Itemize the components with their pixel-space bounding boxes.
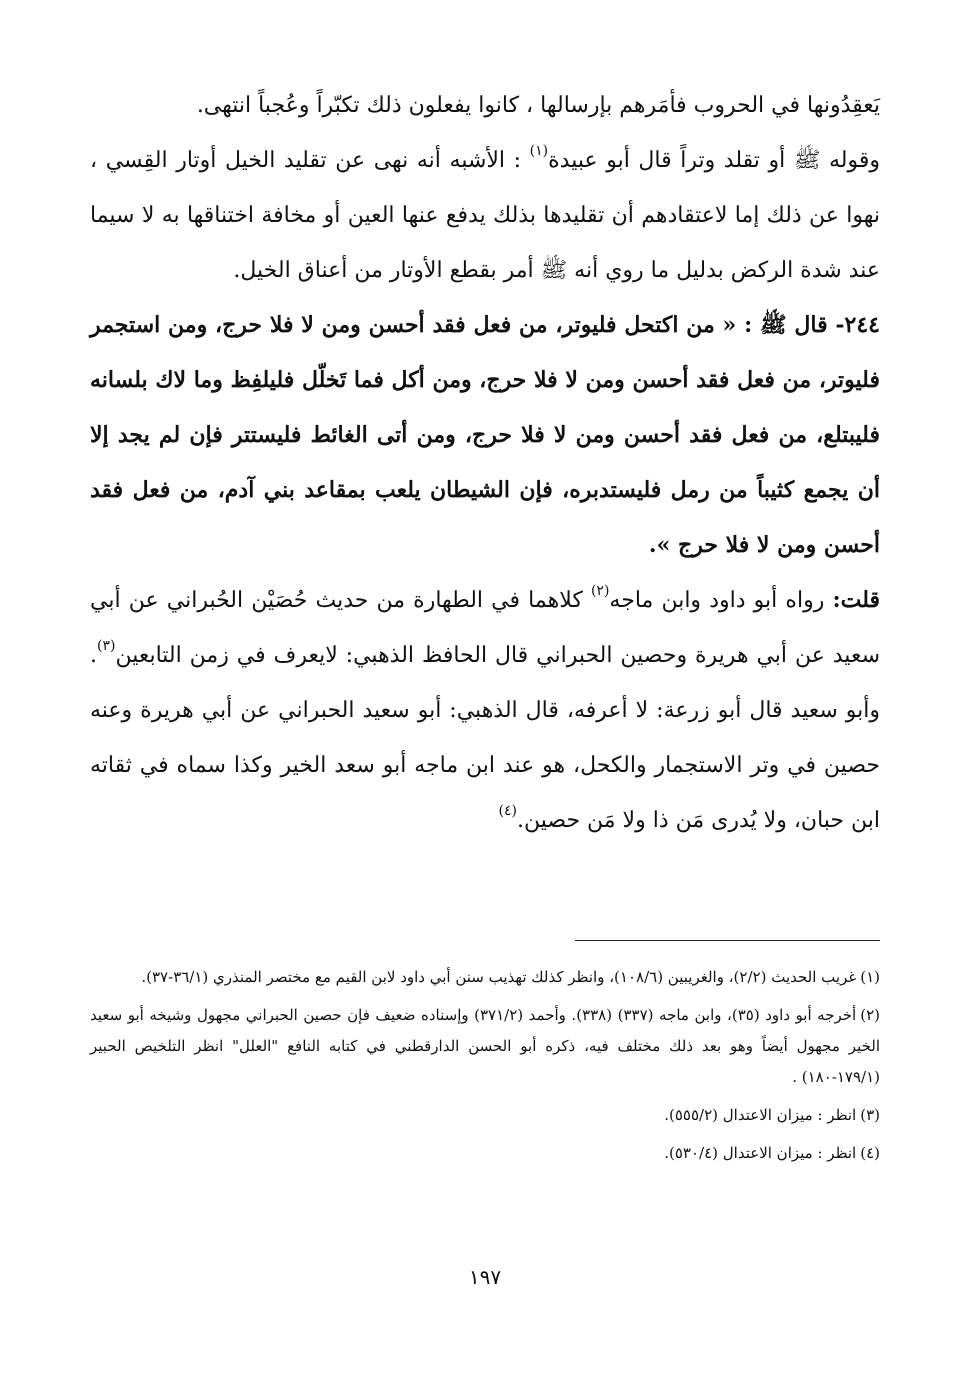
footnote-number: (٢) (860, 1006, 880, 1024)
paragraph-continuation (90, 78, 880, 133)
footnote-number: (٣) (860, 1106, 880, 1124)
paragraph-text: وقوله ﷺ أو تقلد وتراً قال أبو عبيدة (548, 148, 880, 173)
footnote-text: انظر : ميزان الاعتدال (٥٣٠/٤). (664, 1144, 857, 1162)
footnote (90, 1138, 880, 1169)
hadith-text: « من اكتحل فليوتر، من فعل فقد أحسن ومن لا فلا حرج، ومن استجمر فليوتر، من فعل فقد أحسن ومن لا فلا حرج، ومن أكل فما تَخلّل فليلفِظ وما لاك بلسانه فليبتلع، من فعل فقد أحسن ومن لا فلا حرج، ومن أتى الغائط فليستتر فإن لم يجد إلا أن يجمع كثيباً من رمل فليستدبره، فإن الشيطان يلعب بمقاعد بني آدم، من فعل فقد أحسن ومن لا فلا حرج ». (90, 312, 880, 558)
commentary-text: . وأبو سعيد قال أبو زرعة: لا أعرفه، قال الذهبي: أبو سعيد الحبراني عن أبي هريرة وعنه حصين في وتر الاستجمار والكحل، هو عند ابن ماجه أبو سعد الخير وكذا سماه في ثقاته ابن حبان، ولا يُدرى مَن ذا ولا مَن حصين. (90, 643, 880, 833)
commentary-label: قلت: (832, 587, 880, 613)
footnote (90, 962, 880, 993)
footnote-number: (١) (860, 968, 880, 986)
footnote-ref[interactable]: (٤) (498, 803, 517, 819)
page-number: ١٩٧ (468, 1265, 502, 1289)
commentary-text: كلاهما في الطهارة من حديث حُصَيْن الحُبراني عن أبي سعيد عن أبي هريرة وحصين الحبراني قال الحافظ الذهبي: لايعرف في زمن التابعين (90, 588, 880, 668)
footnote-number: (٤) (860, 1144, 880, 1162)
commentary-paragraph (90, 573, 880, 848)
paragraph-commentary-bow-strings (90, 133, 880, 298)
footnote-ref[interactable]: (٢) (590, 583, 610, 599)
footnote (90, 1000, 880, 1093)
main-text (90, 78, 880, 848)
footnote-ref[interactable]: (٣) (97, 638, 116, 654)
commentary-text: رواه أبو داود وابن ماجه (609, 588, 833, 613)
book-page (90, 0, 880, 1380)
footnote-text: أخرجه أبو داود (٣٥)، وابن ماجه (٣٣٧) (٣٣٨). وأحمد (٣٧١/٢) وإسناده ضعيف فإن حصين الحبراني مجهول وشيخه أبو سعيد الخير مجهول أيضاً وهو بعد ذلك مختلف فيه، ذكره أبو الحسن الدارقطني في كتابه النافع "العلل" انظر التلخيص الحبير (١٧٩/١-١٨٠) . (90, 1006, 880, 1086)
footnote-ref[interactable]: (١) (529, 143, 549, 159)
footnote (90, 1100, 880, 1131)
footnote-text: غريب الحديث (٢/٢)، والغريبين (١٠٨/٦)، وانظر كذلك تهذيب سنن أبي داود لابن القيم مع مختصر المنذري (٣٦/١-٣٧). (141, 968, 857, 986)
paragraph-text: : الأشبه أنه نهى عن تقليد الخيل أوتار القِسي ، نهوا عن ذلك إما لاعتقادهم أن تقليدها بذلك يدفع عنها العين أو مخافة اختناقها به لا سيما عند شدة الركض بدليل ما روي أنه ﷺ أمر بقطع الأوتار من أعناق الخيل. (90, 148, 880, 283)
footnotes (90, 962, 880, 1176)
hadith-number: ٢٤٤- قال ﷺ : (744, 312, 880, 338)
footnote-text: انظر : ميزان الاعتدال (٥٥٥/٢). (664, 1106, 857, 1124)
hadith-paragraph (90, 298, 880, 573)
paragraph-text: يَعقِدُونها في الحروب فأمَرهم بإرسالها ، كانوا يفعلون ذلك تكبّراً وعُجباً انتهى. (196, 93, 880, 118)
footnote-separator (575, 940, 880, 941)
